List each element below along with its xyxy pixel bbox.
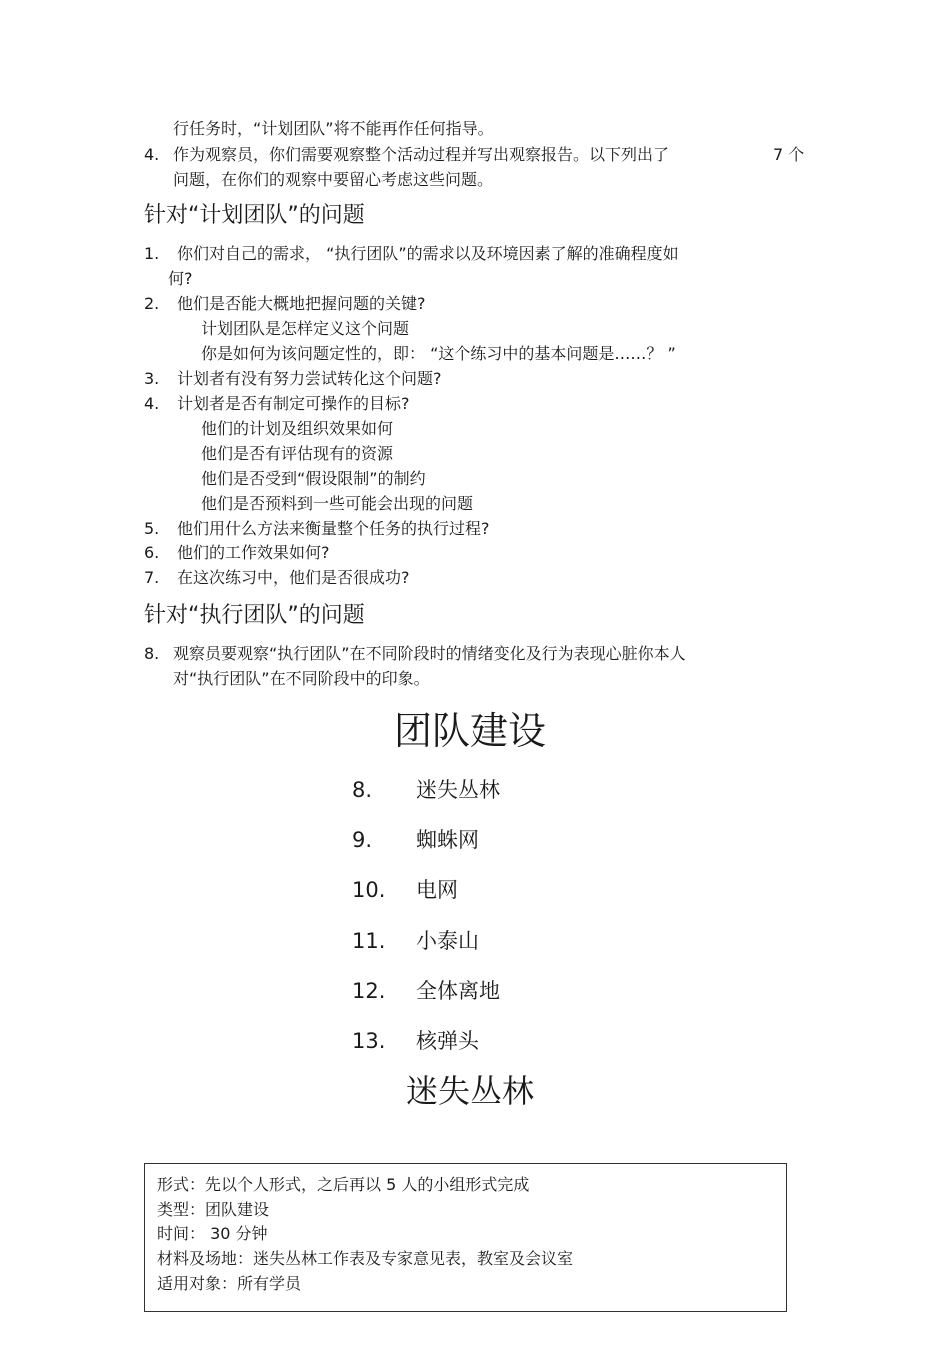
activity-number: 11. xyxy=(352,929,386,953)
activity-name: 蜘蛛网 xyxy=(416,828,479,852)
activity-name: 电网 xyxy=(416,878,458,902)
question-count: 7 个 xyxy=(773,145,805,164)
list-number: 5. xyxy=(144,519,160,538)
activity-info-box xyxy=(144,1163,787,1312)
sub-question: 他们是否受到“假设限制”的制约 xyxy=(201,469,426,488)
continued-text: 行任务时，“计划团队”将不能再作任何指导。 xyxy=(173,119,494,138)
activity-name: 核弹头 xyxy=(416,1029,479,1053)
list-number: 3. xyxy=(144,369,160,388)
activity-name: 全体离地 xyxy=(416,979,500,1003)
question-text: 他们用什么方法来衡量整个任务的执行过程? xyxy=(177,519,490,538)
sub-question: 他们是否预料到一些可能会出现的问题 xyxy=(201,494,474,513)
sub-question: 他们是否有评估现有的资源 xyxy=(201,444,394,463)
question-text: 他们的工作效果如何? xyxy=(177,543,330,562)
question-text-continued: 何? xyxy=(168,269,193,288)
list-number: 4. xyxy=(144,394,160,413)
info-time: 时间： 30 分钟 xyxy=(157,1224,268,1243)
activity-name: 小泰山 xyxy=(416,929,479,953)
info-format: 形式：先以个人形式，之后再以 5 人的小组形式完成 xyxy=(157,1175,530,1194)
sub-question: 你是如何为该问题定性的，即： “这个练习中的基本问题是……？ ” xyxy=(201,344,676,363)
section-heading-plan-team: 针对“计划团队”的问题 xyxy=(144,203,365,228)
activity-number: 10. xyxy=(352,878,386,902)
activity-number: 8. xyxy=(352,778,373,802)
activity-number: 13. xyxy=(352,1029,386,1053)
observer-paragraph-line2: 问题，在你们的观察中要留心考虑这些问题。 xyxy=(173,170,494,189)
page-title-team-building: 团队建设 xyxy=(393,709,546,753)
list-number: 1. xyxy=(144,244,160,263)
list-number: 8. xyxy=(144,644,160,663)
activity-number: 12. xyxy=(352,979,386,1003)
question-text: 在这次练习中，他们是否很成功? xyxy=(177,568,410,587)
list-number: 4. xyxy=(144,145,160,164)
activity-name: 迷失丛林 xyxy=(416,778,500,802)
info-type: 类型：团队建设 xyxy=(157,1200,270,1219)
section-title-lost-jungle: 迷失丛林 xyxy=(405,1072,534,1110)
question-text: 他们是否能大概地把握问题的关键? xyxy=(177,294,426,313)
list-number: 7. xyxy=(144,568,160,587)
list-number: 2. xyxy=(144,294,160,313)
sub-question: 计划团队是怎样定义这个问题 xyxy=(201,319,410,338)
question-text: 计划者有没有努力尝试转化这个问题? xyxy=(177,369,442,388)
info-audience: 适用对象：所有学员 xyxy=(157,1274,302,1293)
question-text-continued: 对“执行团队”在不同阶段中的印象。 xyxy=(173,669,430,688)
question-text: 观察员要观察“执行团队”在不同阶段时的情绪变化及行为表现心脏你本人 xyxy=(173,644,686,663)
question-text: 计划者是否有制定可操作的目标? xyxy=(177,394,410,413)
question-text: 你们对自己的需求， “执行团队”的需求以及环境因素了解的准确程度如 xyxy=(177,244,679,263)
list-number: 6. xyxy=(144,543,160,562)
activity-number: 9. xyxy=(352,828,373,852)
observer-paragraph-line1: 作为观察员，你们需要观察整个活动过程并写出观察报告。以下列出了 xyxy=(173,145,670,164)
info-materials: 材料及场地：迷失丛林工作表及专家意见表，教室及会议室 xyxy=(157,1249,574,1268)
section-heading-exec-team: 针对“执行团队”的问题 xyxy=(144,603,365,628)
sub-question: 他们的计划及组织效果如何 xyxy=(201,419,394,438)
